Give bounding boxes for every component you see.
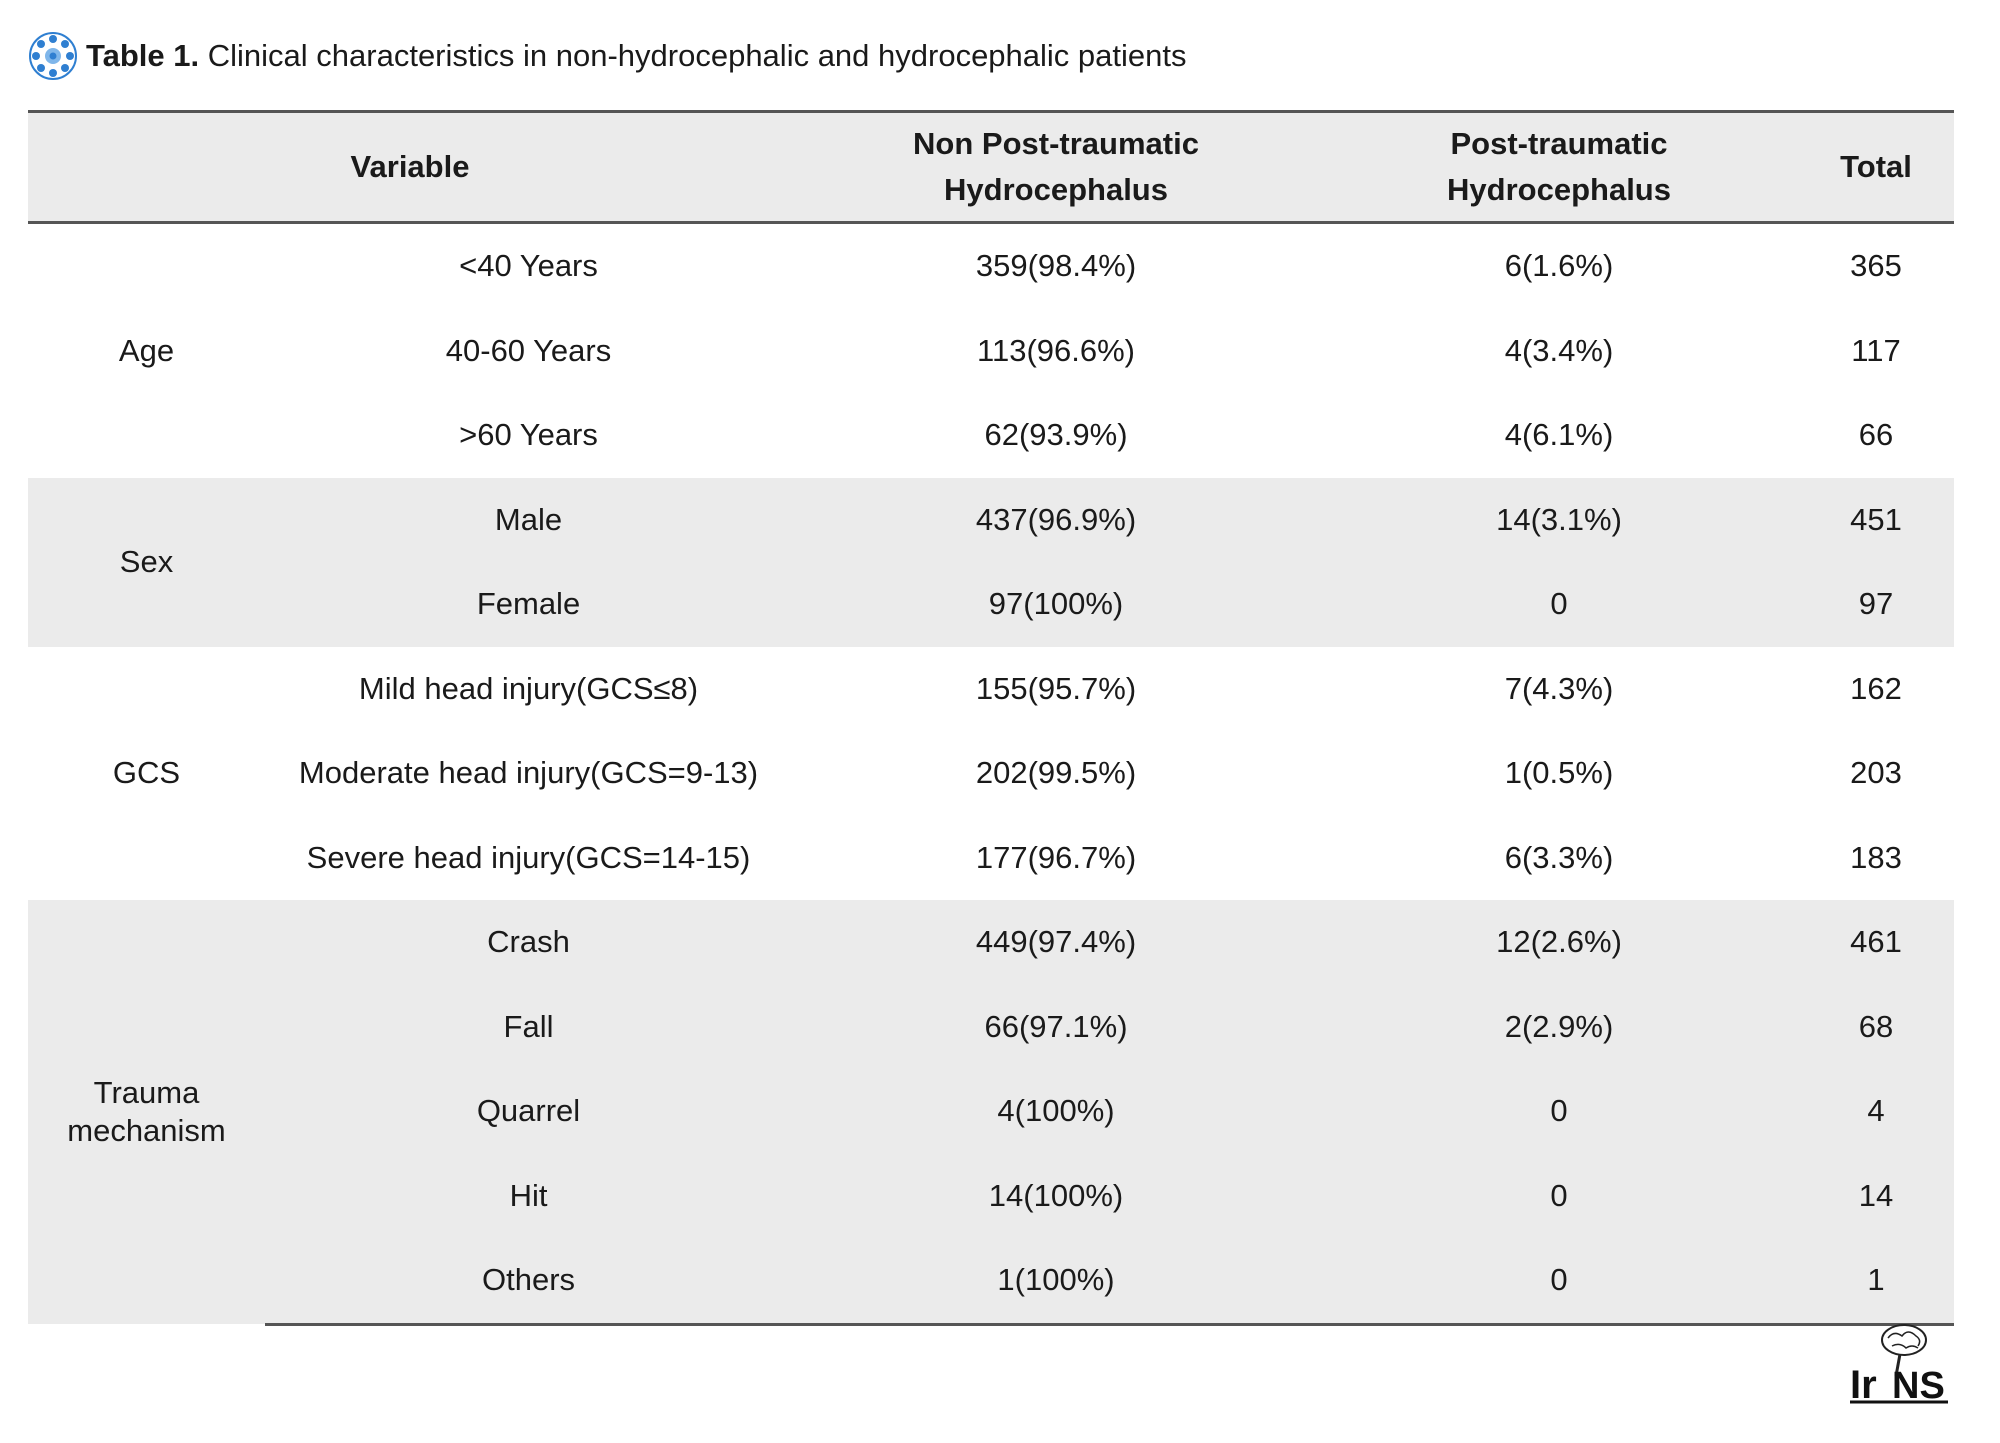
table-row (28, 1238, 1954, 1324)
cell-ph: 12(2.6%) (1320, 900, 1798, 985)
cell-ph: 0 (1320, 1238, 1798, 1324)
svg-text:NS: NS (1892, 1365, 1945, 1406)
irjns-logo-icon (1848, 1318, 1958, 1406)
cell-ph: 1(0.5%) (1504, 755, 1614, 791)
table-row (28, 309, 1954, 394)
row-label: Male (265, 478, 792, 563)
cell-ph: 4(3.4%) (1504, 332, 1614, 368)
cell-total: 365 (1850, 248, 1902, 284)
table-row (28, 985, 1954, 1070)
cell-ph: 14(3.1%) (1320, 478, 1798, 563)
journal-badge-icon (28, 31, 78, 81)
cell-ph: 2(2.9%) (1320, 985, 1798, 1070)
cell-ph: 0 (1320, 562, 1798, 647)
table-row (28, 478, 1954, 563)
table-row (28, 1069, 1954, 1154)
row-label: >60 Years (459, 417, 598, 453)
svg-text:Ir: Ir (1850, 1363, 1877, 1406)
header-non-post-traumatic: Non Post-traumatic Hydrocephalus (792, 112, 1320, 223)
cell-ph: 6(1.6%) (1504, 248, 1614, 284)
row-label: Hit (265, 1154, 792, 1239)
cell-non-ph: 113(96.6%) (977, 332, 1135, 368)
table-label: Table 1. (86, 38, 200, 73)
row-label: <40 Years (459, 248, 598, 284)
cell-total: 451 (1798, 478, 1954, 563)
cell-total: 183 (1850, 839, 1902, 875)
group-sex: Sex (28, 478, 265, 647)
table-caption (28, 30, 1187, 82)
table-row (28, 1154, 1954, 1239)
row-label: Female (265, 562, 792, 647)
cell-total: 68 (1798, 985, 1954, 1070)
row-label: Severe head injury(GCS=14-15) (306, 839, 751, 875)
cell-ph: 4(6.1%) (1504, 417, 1614, 453)
cell-ph: 6(3.3%) (1504, 839, 1614, 875)
cell-total: 1 (1798, 1238, 1954, 1324)
table-title: Clinical characteristics in non-hydrocephalic and hydrocephalic patients (199, 38, 1187, 73)
cell-non-ph: 359(98.4%) (975, 248, 1137, 284)
cell-total: 117 (1851, 332, 1901, 368)
cell-non-ph: 437(96.9%) (792, 478, 1320, 563)
cell-total: 14 (1798, 1154, 1954, 1239)
row-label: Mild head injury(GCS≤8) (358, 670, 699, 706)
table-row (28, 900, 1954, 985)
header-row (28, 112, 1954, 223)
cell-total: 97 (1798, 562, 1954, 647)
clinical-table (28, 110, 1954, 1326)
table-row (28, 562, 1954, 647)
cell-non-ph: 97(100%) (792, 562, 1320, 647)
cell-non-ph: 202(99.5%) (975, 755, 1137, 791)
cell-total: 66 (1858, 417, 1894, 453)
row-label: Crash (265, 900, 792, 985)
cell-non-ph: 155(95.7%) (975, 670, 1137, 706)
cell-non-ph: 1(100%) (792, 1238, 1320, 1324)
header-post-traumatic: Post-traumatic Hydrocephalus (1320, 112, 1798, 223)
cell-non-ph: 66(97.1%) (792, 985, 1320, 1070)
cell-non-ph: 62(93.9%) (984, 417, 1128, 453)
cell-total: 162 (1850, 670, 1902, 706)
table-row (28, 816, 1954, 901)
row-label: Moderate head injury(GCS=9-13) (298, 755, 759, 791)
cell-non-ph: 449(97.4%) (792, 900, 1320, 985)
cell-total: 203 (1850, 755, 1902, 791)
cell-ph: 7(4.3%) (1504, 670, 1614, 706)
row-label: Others (265, 1238, 792, 1324)
table-row (28, 731, 1954, 816)
row-label: 40-60 Years (445, 332, 612, 368)
group-trauma-mechanism: Trauma mechanism (28, 900, 265, 1324)
cell-ph: 0 (1320, 1069, 1798, 1154)
group-gcs: GCS (112, 755, 181, 791)
cell-non-ph: 14(100%) (792, 1154, 1320, 1239)
row-label: Fall (265, 985, 792, 1070)
cell-non-ph: 4(100%) (792, 1069, 1320, 1154)
group-age: Age (118, 332, 175, 368)
cell-total: 4 (1798, 1069, 1954, 1154)
cell-total: 461 (1798, 900, 1954, 985)
header-total: Total (1798, 112, 1954, 223)
row-label: Quarrel (265, 1069, 792, 1154)
cell-ph: 0 (1320, 1154, 1798, 1239)
table-row (28, 223, 1954, 309)
cell-non-ph: 177(96.7%) (975, 839, 1137, 875)
table-row (28, 393, 1954, 478)
table-row (28, 647, 1954, 732)
header-variable: Variable (28, 112, 792, 223)
